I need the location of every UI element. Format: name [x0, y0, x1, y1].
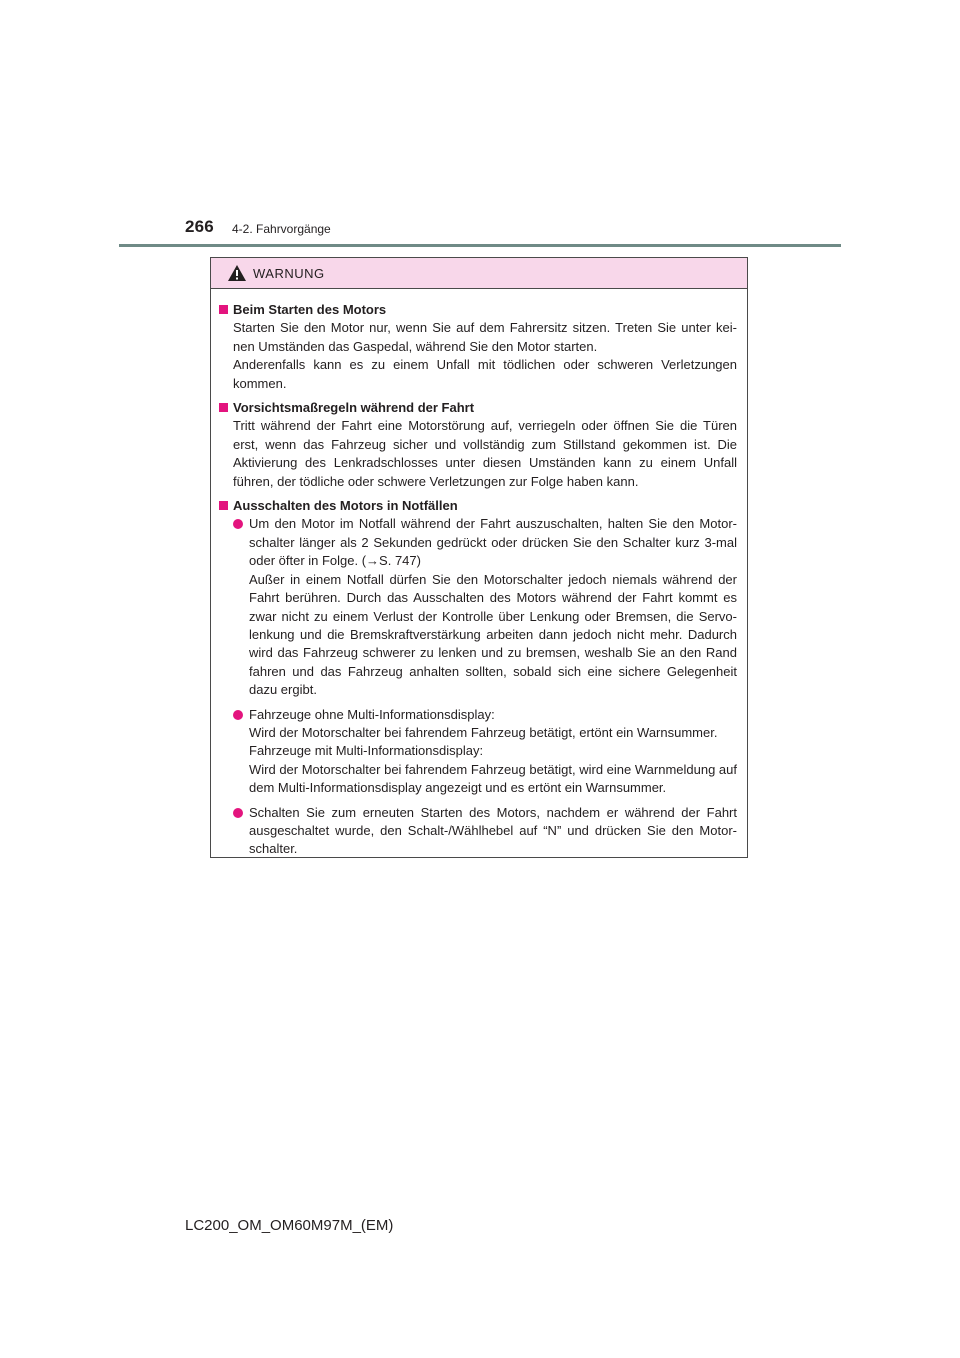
paragraph: Schalten Sie zum erneuten Starten des Motors, nachdem er während der Fahrt ausgeschaltet wurde, den Schalt-/Wählhebel auf “N” und drücken Sie den Motor-schalter.: [249, 804, 737, 857]
square-bullet-icon: [219, 403, 228, 412]
square-bullet-icon: [219, 305, 228, 314]
square-bullet-icon: [219, 501, 228, 510]
section-motor-start: [219, 301, 739, 393]
paragraph: Wird der Motorschalter bei fahrendem Fahrzeug betätigt, ertönt ein Warnsummer.: [249, 724, 718, 740]
dot-bullet-icon: [233, 808, 243, 818]
section-driving-precautions: [219, 399, 739, 491]
item-text: [249, 706, 739, 798]
section-title: 4-2. Fahrvorgänge: [232, 222, 331, 236]
section-emergency-shutdown: [219, 497, 739, 859]
paragraph: Tritt während der Fahrt eine Motorstörung auf, verriegeln oder öffnen Sie die Türen erst, wenn das Fahrzeug sicher und vollständig zum Stillstand gekommen ist. Die Aktivierung des Lenkradschlosses unter diesen Umständen kann zu einem Unfall führen, der tödliche oder schwere Verletzungen zur Folge haben kann.: [233, 418, 737, 489]
paragraph: Um den Motor im Notfall während der Fahrt auszuschalten, halten Sie den Motor-schalter länger als 2 Sekunden gedrückt oder drücken Sie den Schalter kurz 3-mal oder öfter in Folge. (→S. 747): [249, 516, 737, 569]
section-text: [219, 319, 739, 393]
section-heading-text: Beim Starten des Motors: [233, 302, 387, 317]
paragraph: Anderenfalls kann es zu einem Unfall mit tödlichen oder schweren Verletzungen kommen.: [233, 357, 737, 391]
section-heading-text: Vorsichtsmaßregeln während der Fahrt: [233, 400, 475, 416]
paragraph: Starten Sie den Motor nur, wenn Sie auf dem Fahrersitz sitzen. Treten Sie unter kei-nen Umständen das Gaspedal, während Sie den Motor starten.: [233, 320, 737, 354]
warning-body: [211, 289, 747, 859]
paragraph: Fahrzeuge mit Multi-Informationsdisplay:: [249, 743, 484, 759]
warning-box: [210, 257, 748, 858]
footer-document-code: LC200_OM_OM60M97M_(EM): [185, 1217, 394, 1234]
dot-bullet-icon: [233, 710, 243, 720]
header-rule: [119, 244, 841, 247]
paragraph: Fahrzeuge ohne Multi-Informationsdisplay:: [249, 706, 495, 722]
paragraph: Wird der Motorschalter bei fahrendem Fahrzeug betätigt, wird eine Warnmeldung auf dem Multi-Informationsdisplay angezeigt und es ertönt ein Warnsummer.: [249, 761, 737, 796]
warning-header: [211, 258, 747, 289]
warning-title: WARNUNG: [253, 265, 325, 281]
page-number: 266: [185, 217, 214, 236]
paragraph: Außer in einem Notfall dürfen Sie den Motorschalter jedoch niemals während der Fahrt berühren. Durch das Ausschalten des Motors während der Fahrt kommt es zwar nicht zu einem Verlust der Kontrolle über Lenkung oder Bremsen, die Servo-lenkung und die Bremskraftverstärkung arbeiten dann jedoch nicht mehr. Dadurch wird das Fahrzeug schwerer zu lenken und zu bremsen, weshalb Sie an den Rand fahren und das Fahrzeug anhalten sollten, sobald sich eine sichere Gelegenheit dazu ergibt.: [249, 571, 737, 698]
section-heading: [219, 497, 739, 515]
section-heading-text: Ausschalten des Motors in Notfällen: [233, 498, 458, 514]
section-text: [219, 417, 739, 491]
warning-triangle-icon: [227, 264, 247, 282]
list-item: [233, 515, 739, 699]
section-heading: [219, 399, 739, 417]
list-item: [233, 804, 739, 859]
item-text: [249, 804, 739, 859]
dot-bullet-icon: [233, 519, 243, 529]
section-heading: [219, 301, 739, 319]
item-text: [249, 515, 739, 699]
list-item: [233, 706, 739, 798]
